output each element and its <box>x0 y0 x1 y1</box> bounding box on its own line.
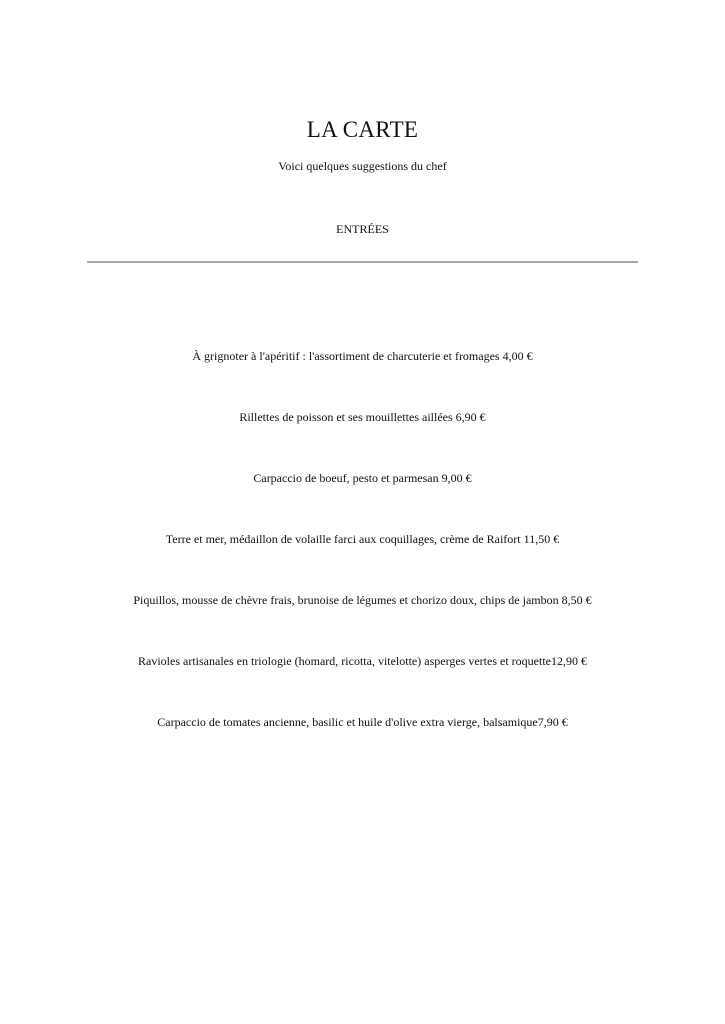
menu-list <box>0 348 725 775</box>
menu-item: À grignoter à l'apéritif : l'assortiment de charcuterie et fromages 4,00 € <box>192 349 533 363</box>
page-title: LA CARTE <box>306 117 419 142</box>
menu-item: Rillettes de poisson et ses mouillettes aillées 6,90 € <box>239 410 486 424</box>
menu-item: Ravioles artisanales en triologie (homard, ricotta, vitelotte) asperges vertes et roquette12,90 € <box>138 654 587 668</box>
menu-item: Carpaccio de boeuf, pesto et parmesan 9,00 € <box>253 471 472 485</box>
page-subtitle: Voici quelques suggestions du chef <box>278 159 447 173</box>
menu-item: Piquillos, mousse de chèvre frais, brunoise de légumes et chorizo doux, chips de jambon 8,50 € <box>133 593 592 607</box>
menu-item: Carpaccio de tomates ancienne, basilic et huile d'olive extra vierge, balsamique7,90 € <box>157 715 568 729</box>
menu-item: Terre et mer, médaillon de volaille farci aux coquillages, crème de Raifort 11,50 € <box>165 532 560 546</box>
section-divider <box>87 261 638 263</box>
section-heading-entrees: ENTRÉES <box>336 222 389 236</box>
